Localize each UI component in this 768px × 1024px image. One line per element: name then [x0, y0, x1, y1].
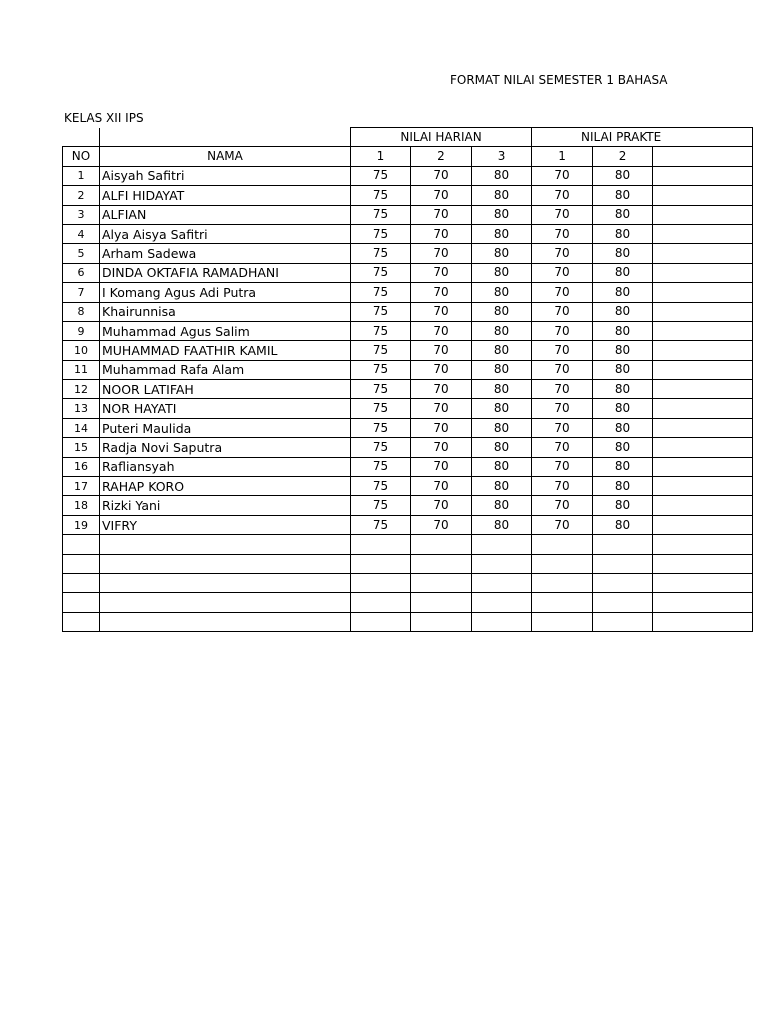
header-harian-1: 1: [351, 147, 411, 166]
row-nama: Alya Aisya Safitri: [100, 224, 351, 243]
row-harian-1: [351, 535, 411, 554]
row-praktek-2: 80: [593, 321, 653, 340]
row-no: 12: [63, 380, 100, 399]
table-row: [63, 593, 753, 612]
row-praktek-2: 80: [593, 477, 653, 496]
row-nama: Aisyah Safitri: [100, 166, 351, 185]
row-harian-2: 70: [411, 477, 472, 496]
row-harian-1: 75: [351, 166, 411, 185]
row-harian-2: 70: [411, 457, 472, 476]
row-harian-3: 80: [472, 263, 532, 282]
row-no: 16: [63, 457, 100, 476]
row-praktek-2: 80: [593, 186, 653, 205]
row-nama: Muhammad Rafa Alam: [100, 360, 351, 379]
row-harian-1: 75: [351, 380, 411, 399]
row-harian-1: 75: [351, 341, 411, 360]
row-praktek-1: 70: [532, 186, 593, 205]
row-praktek-1: 70: [532, 457, 593, 476]
row-nama: Arham Sadewa: [100, 244, 351, 263]
row-harian-1: 75: [351, 477, 411, 496]
row-harian-2: 70: [411, 224, 472, 243]
row-no: 11: [63, 360, 100, 379]
header-nilai-harian: NILAI HARIAN: [351, 128, 532, 147]
row-no: 6: [63, 263, 100, 282]
row-praktek-2: [593, 593, 653, 612]
row-harian-3: 80: [472, 438, 532, 457]
row-harian-3: 80: [472, 283, 532, 302]
row-harian-1: [351, 612, 411, 631]
header-praktek-3: [653, 147, 753, 166]
row-praktek-2: 80: [593, 418, 653, 437]
header-column-row: [63, 147, 753, 166]
row-harian-1: 75: [351, 205, 411, 224]
row-praktek-1: [532, 573, 593, 592]
row-harian-2: [411, 573, 472, 592]
header-nilai-praktek: NILAI PRAKTE: [532, 128, 753, 147]
row-harian-3: 80: [472, 496, 532, 515]
header-spacer-no: [63, 128, 100, 147]
row-nama: VIFRY: [100, 515, 351, 534]
row-praktek-2: 80: [593, 244, 653, 263]
row-praktek-1: 70: [532, 341, 593, 360]
row-praktek-3: [653, 166, 753, 185]
row-harian-1: 75: [351, 186, 411, 205]
row-praktek-3: [653, 418, 753, 437]
header-spacer-nama: [100, 128, 351, 147]
row-no: [63, 554, 100, 573]
grade-table: [62, 127, 753, 632]
row-praktek-3: [653, 283, 753, 302]
row-praktek-2: [593, 573, 653, 592]
row-harian-3: 80: [472, 457, 532, 476]
row-praktek-3: [653, 399, 753, 418]
row-praktek-3: [653, 224, 753, 243]
row-nama: Puteri Maulida: [100, 418, 351, 437]
row-no: 4: [63, 224, 100, 243]
table-row: [63, 496, 753, 515]
grade-table-body: [63, 166, 753, 631]
row-no: 15: [63, 438, 100, 457]
row-harian-3: 80: [472, 380, 532, 399]
row-harian-1: 75: [351, 244, 411, 263]
row-no: 5: [63, 244, 100, 263]
header-nama: NAMA: [100, 147, 351, 166]
row-praktek-3: [653, 535, 753, 554]
row-no: 17: [63, 477, 100, 496]
row-praktek-3: [653, 380, 753, 399]
row-harian-1: 75: [351, 283, 411, 302]
header-no: NO: [63, 147, 100, 166]
row-praktek-2: 80: [593, 205, 653, 224]
header-praktek-1: 1: [532, 147, 593, 166]
header-harian-2: 2: [411, 147, 472, 166]
row-praktek-1: 70: [532, 283, 593, 302]
row-harian-3: [472, 554, 532, 573]
row-harian-3: 80: [472, 418, 532, 437]
row-harian-2: 70: [411, 186, 472, 205]
row-nama: I Komang Agus Adi Putra: [100, 283, 351, 302]
row-praktek-2: 80: [593, 360, 653, 379]
table-row: [63, 477, 753, 496]
table-row: [63, 612, 753, 631]
document-title: FORMAT NILAI SEMESTER 1 BAHASA: [450, 73, 668, 87]
table-row: [63, 360, 753, 379]
row-praktek-1: 70: [532, 496, 593, 515]
row-nama: [100, 573, 351, 592]
row-praktek-1: [532, 593, 593, 612]
row-no: 2: [63, 186, 100, 205]
table-row: [63, 573, 753, 592]
row-harian-1: 75: [351, 360, 411, 379]
row-harian-2: 70: [411, 283, 472, 302]
row-harian-3: 80: [472, 166, 532, 185]
row-harian-2: [411, 535, 472, 554]
row-nama: ALFI HIDAYAT: [100, 186, 351, 205]
table-row: [63, 166, 753, 185]
table-row: [63, 457, 753, 476]
row-praktek-2: [593, 612, 653, 631]
row-no: 8: [63, 302, 100, 321]
row-praktek-2: 80: [593, 515, 653, 534]
row-praktek-1: 70: [532, 166, 593, 185]
table-row: [63, 224, 753, 243]
row-praktek-1: 70: [532, 205, 593, 224]
row-no: 7: [63, 283, 100, 302]
row-praktek-2: 80: [593, 263, 653, 282]
row-nama: NOR HAYATI: [100, 399, 351, 418]
row-praktek-1: 70: [532, 263, 593, 282]
table-row: [63, 263, 753, 282]
row-harian-3: 80: [472, 302, 532, 321]
row-no: 13: [63, 399, 100, 418]
row-nama: [100, 535, 351, 554]
row-praktek-3: [653, 593, 753, 612]
row-no: 10: [63, 341, 100, 360]
row-praktek-1: 70: [532, 360, 593, 379]
row-praktek-3: [653, 554, 753, 573]
row-harian-2: 70: [411, 438, 472, 457]
table-row: [63, 380, 753, 399]
row-nama: RAHAP KORO: [100, 477, 351, 496]
row-harian-2: 70: [411, 244, 472, 263]
row-harian-3: 80: [472, 515, 532, 534]
row-harian-3: 80: [472, 477, 532, 496]
row-harian-2: 70: [411, 302, 472, 321]
table-row: [63, 399, 753, 418]
row-praktek-2: [593, 535, 653, 554]
header-group-row: [63, 128, 753, 147]
row-praktek-2: 80: [593, 438, 653, 457]
row-praktek-1: 70: [532, 515, 593, 534]
row-praktek-3: [653, 477, 753, 496]
row-harian-2: 70: [411, 360, 472, 379]
row-praktek-3: [653, 341, 753, 360]
row-praktek-2: [593, 554, 653, 573]
table-row: [63, 418, 753, 437]
row-harian-1: [351, 593, 411, 612]
row-harian-3: [472, 593, 532, 612]
row-praktek-2: 80: [593, 399, 653, 418]
row-no: [63, 593, 100, 612]
table-row: [63, 186, 753, 205]
row-nama: Muhammad Agus Salim: [100, 321, 351, 340]
row-no: 9: [63, 321, 100, 340]
row-praktek-1: 70: [532, 418, 593, 437]
row-praktek-2: 80: [593, 166, 653, 185]
row-praktek-1: 70: [532, 224, 593, 243]
row-no: [63, 535, 100, 554]
row-harian-1: 75: [351, 457, 411, 476]
row-harian-2: 70: [411, 321, 472, 340]
row-praktek-3: [653, 360, 753, 379]
row-praktek-3: [653, 612, 753, 631]
row-harian-2: 70: [411, 341, 472, 360]
row-praktek-3: [653, 263, 753, 282]
row-harian-3: [472, 573, 532, 592]
row-harian-2: 70: [411, 205, 472, 224]
table-row: [63, 321, 753, 340]
row-praktek-2: 80: [593, 224, 653, 243]
row-harian-3: [472, 612, 532, 631]
row-praktek-1: 70: [532, 302, 593, 321]
row-praktek-2: 80: [593, 496, 653, 515]
row-harian-3: 80: [472, 186, 532, 205]
row-praktek-1: [532, 612, 593, 631]
row-no: 3: [63, 205, 100, 224]
row-harian-3: 80: [472, 205, 532, 224]
row-praktek-1: 70: [532, 477, 593, 496]
row-praktek-1: [532, 535, 593, 554]
table-row: [63, 205, 753, 224]
row-no: 1: [63, 166, 100, 185]
row-praktek-1: 70: [532, 399, 593, 418]
grade-table-viewport: [62, 127, 662, 637]
row-praktek-2: 80: [593, 341, 653, 360]
row-harian-3: 80: [472, 399, 532, 418]
table-row: [63, 535, 753, 554]
table-row: [63, 341, 753, 360]
table-row: [63, 283, 753, 302]
table-row: [63, 244, 753, 263]
row-no: 14: [63, 418, 100, 437]
row-nama: [100, 593, 351, 612]
row-praktek-1: 70: [532, 380, 593, 399]
row-praktek-2: 80: [593, 380, 653, 399]
class-label: KELAS XII IPS: [64, 111, 144, 125]
row-harian-2: 70: [411, 399, 472, 418]
row-harian-2: [411, 554, 472, 573]
row-praktek-3: [653, 573, 753, 592]
row-harian-2: 70: [411, 380, 472, 399]
row-harian-2: [411, 612, 472, 631]
row-harian-2: [411, 593, 472, 612]
row-praktek-3: [653, 205, 753, 224]
table-row: [63, 302, 753, 321]
row-praktek-2: 80: [593, 457, 653, 476]
row-praktek-3: [653, 321, 753, 340]
table-row: [63, 554, 753, 573]
row-harian-1: 75: [351, 399, 411, 418]
row-praktek-1: 70: [532, 244, 593, 263]
row-no: 19: [63, 515, 100, 534]
row-nama: MUHAMMAD FAATHIR KAMIL: [100, 341, 351, 360]
header-harian-3: 3: [472, 147, 532, 166]
row-harian-3: 80: [472, 224, 532, 243]
row-praktek-1: 70: [532, 321, 593, 340]
row-harian-1: 75: [351, 418, 411, 437]
row-no: [63, 612, 100, 631]
row-nama: DINDA OKTAFIA RAMADHANI: [100, 263, 351, 282]
table-row: [63, 438, 753, 457]
row-nama: ALFIAN: [100, 205, 351, 224]
table-row: [63, 515, 753, 534]
row-praktek-3: [653, 186, 753, 205]
row-nama: [100, 612, 351, 631]
row-harian-2: 70: [411, 418, 472, 437]
row-praktek-3: [653, 496, 753, 515]
row-nama: Khairunnisa: [100, 302, 351, 321]
row-harian-2: 70: [411, 496, 472, 515]
row-no: 18: [63, 496, 100, 515]
row-harian-3: 80: [472, 341, 532, 360]
row-nama: NOOR LATIFAH: [100, 380, 351, 399]
row-harian-2: 70: [411, 515, 472, 534]
row-praktek-1: [532, 554, 593, 573]
row-harian-2: 70: [411, 263, 472, 282]
row-harian-2: 70: [411, 166, 472, 185]
header-praktek-2: 2: [593, 147, 653, 166]
row-harian-1: 75: [351, 302, 411, 321]
row-harian-1: 75: [351, 321, 411, 340]
row-praktek-3: [653, 244, 753, 263]
row-harian-1: 75: [351, 496, 411, 515]
row-harian-1: 75: [351, 515, 411, 534]
row-harian-1: 75: [351, 438, 411, 457]
row-harian-3: [472, 535, 532, 554]
row-praktek-3: [653, 302, 753, 321]
row-harian-1: [351, 573, 411, 592]
row-praktek-3: [653, 515, 753, 534]
row-praktek-2: 80: [593, 283, 653, 302]
row-harian-1: [351, 554, 411, 573]
row-nama: Rizki Yani: [100, 496, 351, 515]
row-praktek-2: 80: [593, 302, 653, 321]
row-nama: Rafliansyah: [100, 457, 351, 476]
row-harian-3: 80: [472, 321, 532, 340]
row-no: [63, 573, 100, 592]
row-nama: Radja Novi Saputra: [100, 438, 351, 457]
row-harian-3: 80: [472, 360, 532, 379]
row-praktek-1: 70: [532, 438, 593, 457]
row-praktek-3: [653, 457, 753, 476]
row-harian-1: 75: [351, 224, 411, 243]
row-praktek-3: [653, 438, 753, 457]
row-harian-1: 75: [351, 263, 411, 282]
row-nama: [100, 554, 351, 573]
row-harian-3: 80: [472, 244, 532, 263]
